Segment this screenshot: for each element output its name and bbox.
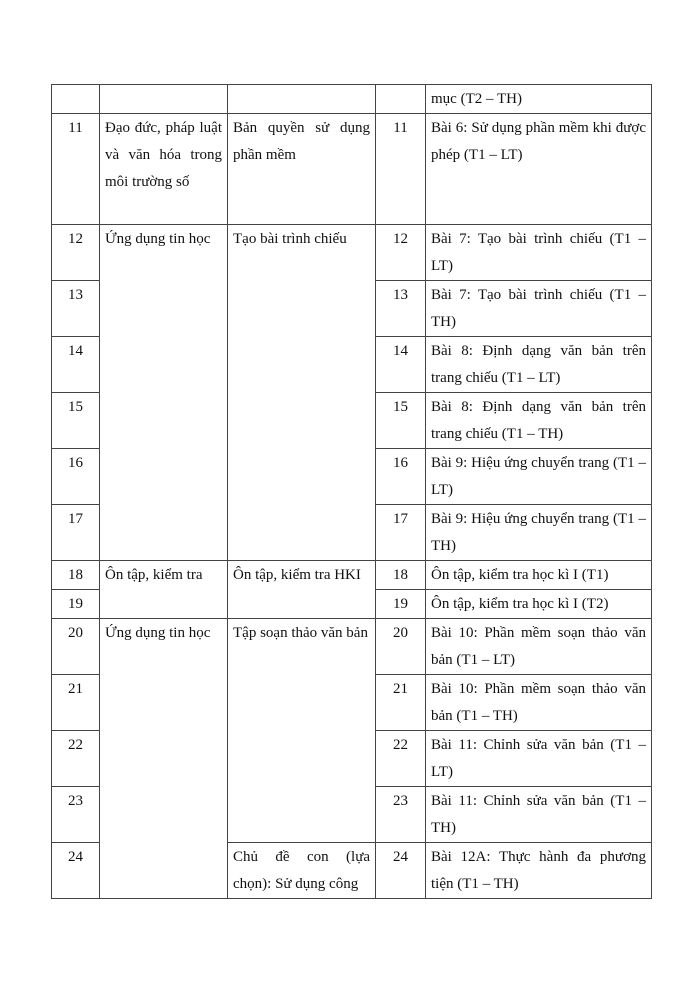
topic-cell: Ôn tập, kiểm tra xyxy=(100,561,228,619)
week-number: 11 xyxy=(52,114,100,225)
lesson-cell: Ôn tập, kiểm tra học kì I (T1) xyxy=(426,561,652,590)
week-number: 18 xyxy=(52,561,100,590)
lesson-cell: Ôn tập, kiểm tra học kì I (T2) xyxy=(426,590,652,619)
content-cell: Tạo bài trình chiếu xyxy=(228,225,376,561)
week-number xyxy=(52,85,100,114)
lesson-cell: Bài 9: Hiệu ứng chuyển trang (T1 – TH) xyxy=(426,505,652,561)
lesson-cell: Bài 8: Định dạng văn bản trên trang chiếu (T1 – TH) xyxy=(426,393,652,449)
lesson-cell: Bài 10: Phần mềm soạn thảo văn bản (T1 – TH) xyxy=(426,675,652,731)
topic-cell xyxy=(100,85,228,114)
lesson-number: 15 xyxy=(376,393,426,449)
week-number: 23 xyxy=(52,787,100,843)
lesson-number: 13 xyxy=(376,281,426,337)
lesson-number: 16 xyxy=(376,449,426,505)
lesson-number: 18 xyxy=(376,561,426,590)
lesson-plan-table xyxy=(51,84,652,899)
week-number: 22 xyxy=(52,731,100,787)
lesson-cell: Bài 8: Định dạng văn bản trên trang chiếu (T1 – LT) xyxy=(426,337,652,393)
lesson-number: 20 xyxy=(376,619,426,675)
lesson-number xyxy=(376,85,426,114)
content-cell: Tập soạn thảo văn bản xyxy=(228,619,376,843)
lesson-cell: Bài 11: Chỉnh sửa văn bản (T1 – TH) xyxy=(426,787,652,843)
lesson-number: 17 xyxy=(376,505,426,561)
lesson-number: 12 xyxy=(376,225,426,281)
week-number: 14 xyxy=(52,337,100,393)
content-cell xyxy=(228,85,376,114)
week-number: 21 xyxy=(52,675,100,731)
topic-cell: Ứng dụng tin học xyxy=(100,619,228,899)
lesson-number: 14 xyxy=(376,337,426,393)
lesson-number: 24 xyxy=(376,843,426,899)
week-number: 17 xyxy=(52,505,100,561)
content-cell: Chủ đề con (lựa chọn): Sử dụng công xyxy=(228,843,376,899)
lesson-cell: Bài 11: Chỉnh sửa văn bản (T1 – LT) xyxy=(426,731,652,787)
table-row xyxy=(52,619,652,675)
table-row xyxy=(52,225,652,281)
lesson-cell: mục (T2 – TH) xyxy=(426,85,652,114)
lesson-cell: Bài 12A: Thực hành đa phương tiện (T1 – TH) xyxy=(426,843,652,899)
lesson-number: 21 xyxy=(376,675,426,731)
lesson-cell: Bài 7: Tạo bài trình chiếu (T1 – TH) xyxy=(426,281,652,337)
content-cell: Ôn tập, kiểm tra HKI xyxy=(228,561,376,619)
table-row xyxy=(52,561,652,590)
table-row xyxy=(52,85,652,114)
topic-cell: Đạo đức, pháp luật và văn hóa trong môi trường số xyxy=(100,114,228,225)
week-number: 13 xyxy=(52,281,100,337)
table-row xyxy=(52,114,652,225)
week-number: 15 xyxy=(52,393,100,449)
lesson-cell: Bài 10: Phần mềm soạn thảo văn bản (T1 – LT) xyxy=(426,619,652,675)
lesson-number: 23 xyxy=(376,787,426,843)
lesson-cell: Bài 6: Sử dụng phần mềm khi được phép (T1 – LT) xyxy=(426,114,652,225)
topic-cell: Ứng dụng tin học xyxy=(100,225,228,561)
week-number: 24 xyxy=(52,843,100,899)
lesson-number: 19 xyxy=(376,590,426,619)
lesson-number: 11 xyxy=(376,114,426,225)
lesson-cell: Bài 9: Hiệu ứng chuyển trang (T1 – LT) xyxy=(426,449,652,505)
week-number: 19 xyxy=(52,590,100,619)
content-cell: Bản quyền sử dụng phần mềm xyxy=(228,114,376,225)
lesson-cell: Bài 7: Tạo bài trình chiếu (T1 – LT) xyxy=(426,225,652,281)
lesson-number: 22 xyxy=(376,731,426,787)
week-number: 16 xyxy=(52,449,100,505)
week-number: 20 xyxy=(52,619,100,675)
week-number: 12 xyxy=(52,225,100,281)
